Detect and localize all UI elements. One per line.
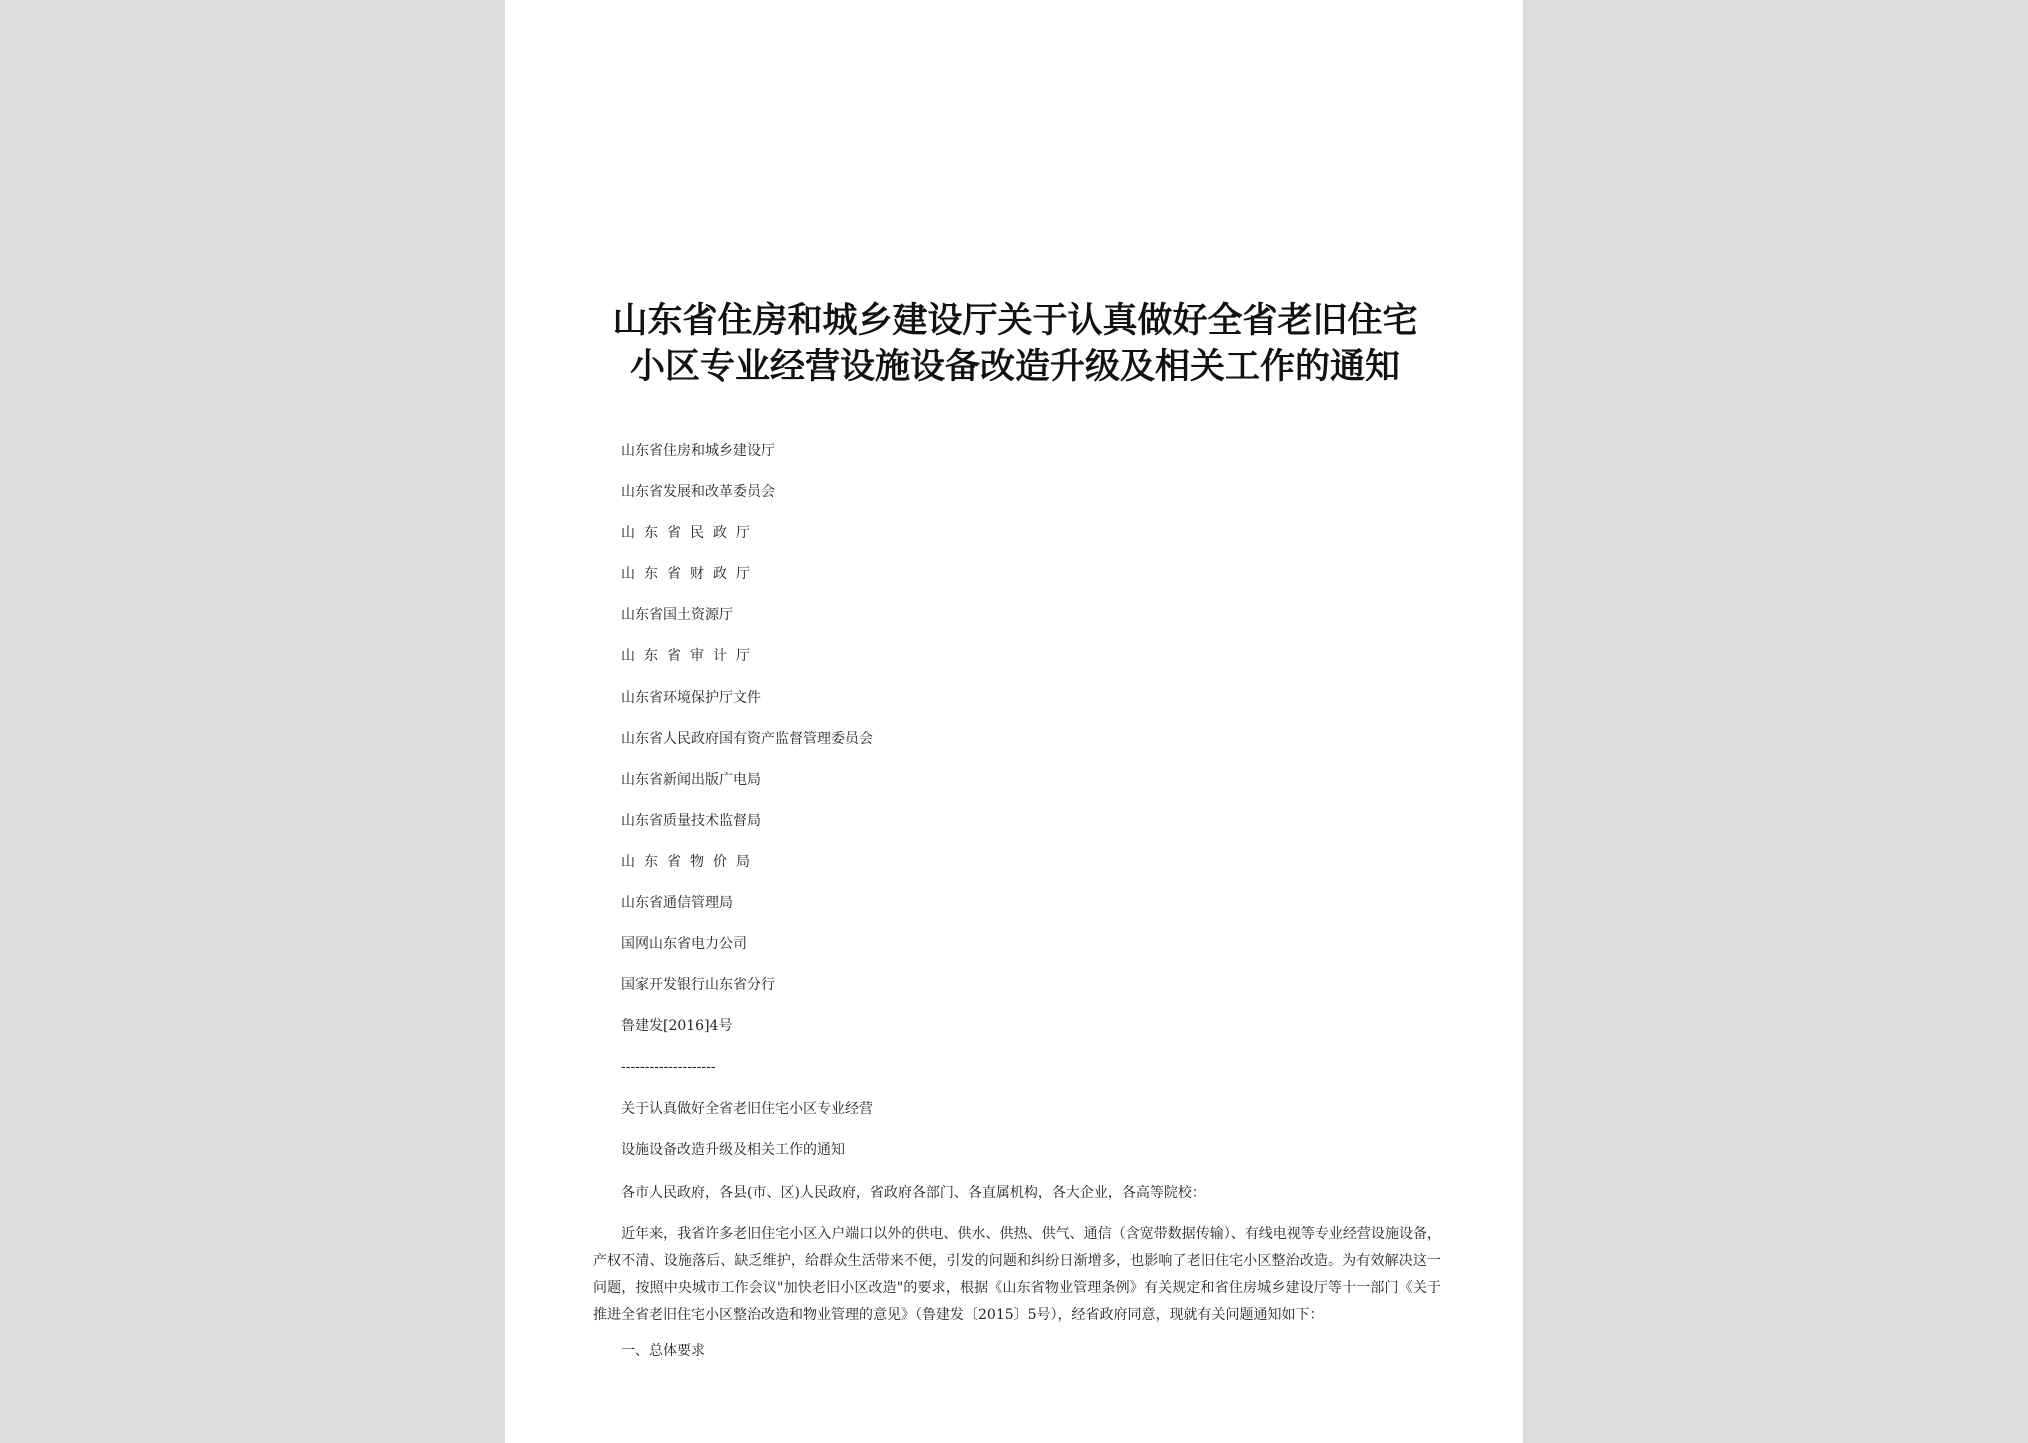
agency-item: 山东省物价局 [621, 853, 759, 870]
body-paragraph: 近年来，我省许多老旧住宅小区入户端口以外的供电、供水、供热、供气、通信（含宽带数据传输）、有线电视等专业经营设施设备，产权不清、设施落后、缺乏维护，给群众生活带来不便，引发的问题和纠纷日渐增多，也影响了老旧住宅小区整治改造。为有效解决这一问题，按照中央城市工作会议"加快老旧小区改造"的要求，根据《山东省物业管理条例》有关规定和省住房城乡建设厅等十一部门《关于推进全省老旧住宅小区整治改造和物业管理的意见》（鲁建发〔2015〕5号），经省政府同意，现就有关问题通知如下： [593, 1226, 1441, 1323]
subtitle-line-2: 设施设备改造升级及相关工作的通知 [621, 1141, 845, 1158]
document-page [505, 0, 1523, 1443]
document-title: 山东省住房和城乡建设厅关于认真做好全省老旧住宅小区专业经营设施设备改造升级及相关工作的通知 [612, 301, 1418, 387]
agency-item: 山东省住房和城乡建设厅 [621, 443, 775, 459]
agency-item: 国家开发银行山东省分行 [621, 977, 775, 994]
agency-list [621, 441, 873, 1181]
agency-item: 山东省环境保护厅文件 [621, 689, 761, 706]
agency-item: 山东省新闻出版广电局 [621, 771, 761, 788]
agency-item: 山东省国土资源厅 [621, 607, 733, 624]
subtitle-line-1: 关于认真做好全省老旧住宅小区专业经营 [621, 1100, 873, 1117]
agency-item: 山东省人民政府国有资产监督管理委员会 [621, 730, 873, 747]
document-body [593, 1183, 1441, 1361]
agency-item: 山东省民政厅 [621, 525, 759, 542]
greeting: 各市人民政府，各县(市、区)人民政府，省政府各部门、各直属机构，各大企业，各高等院校： [621, 1185, 1206, 1201]
document-number: 鲁建发[2016]4号 [621, 1018, 733, 1035]
agency-item: 山东省审计厅 [621, 648, 759, 665]
agency-item: 山东省财政厅 [621, 566, 759, 583]
section-heading: 一、总体要求 [621, 1343, 705, 1359]
separator-line: -------------------- [621, 1059, 716, 1076]
agency-item: 国网山东省电力公司 [621, 936, 747, 953]
agency-item: 山东省发展和改革委员会 [621, 484, 775, 501]
agency-item: 山东省通信管理局 [621, 895, 733, 912]
agency-item: 山东省质量技术监督局 [621, 812, 761, 829]
